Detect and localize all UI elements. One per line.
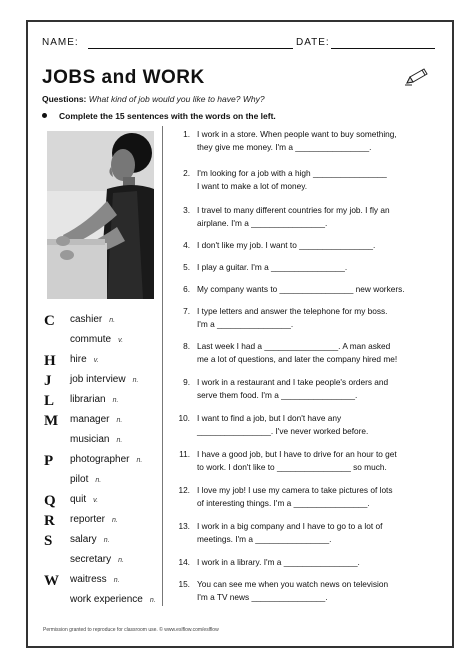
part-of-speech: n. (149, 597, 156, 604)
word-list-item (42, 471, 162, 491)
sentence-number: 3. (183, 205, 190, 215)
instruction-line (42, 111, 276, 121)
vocabulary-word: musician n. (70, 434, 123, 445)
sentence-number: 2. (183, 168, 190, 178)
cashier-photo (47, 131, 154, 299)
questions-text: What kind of job would you like to have? Why? (88, 94, 265, 104)
vocabulary-word: waitress n. (70, 574, 120, 585)
alphabet-letter: J (44, 373, 52, 389)
date-label: DATE: (296, 37, 330, 48)
word-list-item (42, 371, 162, 391)
sentence-number: 12. (178, 485, 190, 495)
sentence-text: You can see me when you watch news on television I'm a TV news ________________. (197, 579, 389, 602)
alphabet-letter: S (44, 533, 53, 549)
vocabulary-word: quit v. (70, 494, 99, 505)
sentence-text: Last week I had a ________________. A man asked me a lot of questions, and later the company hired me! (197, 341, 398, 364)
sentence-number: 4. (183, 240, 190, 250)
word-list-item (42, 531, 162, 551)
word-list-item (42, 411, 162, 431)
sentence-number: 5. (183, 262, 190, 272)
sentence-text: I work in a restaurant and I take people's orders and serve them food. I'm a ________________. (197, 377, 389, 400)
sentence-text: I'm looking for a job with a high ________________ I want to make a lot of money. (197, 168, 387, 191)
instruction-text: Complete the 15 sentences with the words on the left. (59, 111, 276, 121)
part-of-speech: n. (116, 417, 123, 424)
vocabulary-word: work experience n. (70, 594, 156, 605)
bullet-icon (42, 113, 47, 118)
part-of-speech: n. (116, 437, 123, 444)
vocabulary-word: secretary n. (70, 554, 124, 565)
sentence-text: I work in a big company and I have to go to a lot of meetings. I'm a ________________. (197, 521, 383, 544)
sentence-number: 13. (178, 521, 190, 531)
sentence-text: I don't like my job. I want to ________________. (197, 240, 376, 250)
vocabulary-word: librarian n. (70, 394, 119, 405)
word-list-item (42, 311, 162, 331)
sentence-text: I work in a library. I'm a ________________. (197, 557, 360, 567)
word-list-item (42, 491, 162, 511)
part-of-speech: n. (112, 517, 118, 524)
part-of-speech: n. (112, 397, 119, 404)
word-list-item (42, 331, 162, 351)
word-list-item (42, 591, 162, 611)
vocabulary-word: salary n. (70, 534, 110, 545)
vocabulary-word: photographer n. (70, 454, 143, 465)
date-blank-line[interactable] (331, 48, 435, 49)
name-blank-line[interactable] (88, 48, 293, 49)
worksheet-title: JOBS and WORK (42, 67, 205, 88)
sentence-number: 10. (178, 413, 190, 423)
sentence-number: 9. (183, 377, 190, 387)
part-of-speech: n. (109, 317, 116, 324)
column-divider (162, 126, 163, 606)
sentence-text: I want to find a job, but I don't have any ________________. I've never worked before. (197, 413, 369, 436)
part-of-speech: v. (93, 497, 99, 504)
sentence-text: My company wants to ________________ new workers. (197, 284, 405, 294)
sentence-text: I play a guitar. I'm a ________________. (197, 262, 348, 272)
vocabulary-word: reporter n. (70, 514, 118, 525)
word-list-item (42, 511, 162, 531)
sentence-text: I travel to many different countries for my job. I fly an airplane. I'm a ________________. (197, 205, 390, 228)
vocabulary-word: commute v. (70, 334, 124, 345)
sentence-text: I love my job! I use my camera to take pictures of lots of interesting things. I'm a ________________. (197, 485, 393, 508)
vocabulary-word: pilot n. (70, 474, 102, 485)
alphabet-letter: M (44, 413, 59, 429)
word-list-item (42, 391, 162, 411)
word-list (42, 311, 162, 611)
questions-label: Questions: (42, 94, 87, 104)
sentence-number: 15. (178, 579, 190, 589)
sentence-number: 14. (178, 557, 190, 567)
footer-note: Permission granted to reproduce for classroom use. © www.eslflow.com/eslflow (43, 627, 219, 633)
sentence-number: 6. (183, 284, 190, 294)
alphabet-letter: Q (44, 493, 56, 509)
word-list-item (42, 431, 162, 451)
word-list-item (42, 551, 162, 571)
part-of-speech: n. (113, 577, 120, 584)
part-of-speech: n. (132, 377, 139, 384)
alphabet-letter: R (44, 513, 55, 529)
vocabulary-word: hire v. (70, 354, 99, 365)
word-list-item (42, 451, 162, 471)
vocabulary-word: manager n. (70, 414, 123, 425)
alphabet-letter: C (44, 313, 55, 329)
alphabet-letter: P (44, 453, 54, 469)
sentence-text: I type letters and answer the telephone for my boss. I'm a ________________. (197, 306, 388, 329)
word-list-item (42, 351, 162, 371)
alphabet-letter: L (44, 393, 55, 409)
sentence-text: I work in a store. When people want to buy something, they give me money. I'm a ________________. (197, 129, 397, 152)
part-of-speech: v. (118, 337, 124, 344)
alphabet-letter: W (44, 573, 59, 589)
questions-line (42, 94, 265, 104)
part-of-speech: n. (103, 537, 110, 544)
word-list-item (42, 571, 162, 591)
vocabulary-word: cashier n. (70, 314, 116, 325)
sentence-number: 11. (179, 449, 190, 459)
header-row (42, 37, 442, 53)
sentence-number: 1. (183, 129, 190, 139)
part-of-speech: n. (95, 477, 102, 484)
vocabulary-word: job interview n. (70, 374, 139, 385)
sentence-text: I have a good job, but I have to drive for an hour to get to work. I don't like to ________________ so much. (197, 449, 397, 472)
name-label: NAME: (42, 37, 79, 48)
part-of-speech: n. (118, 557, 124, 564)
part-of-speech: v. (93, 357, 99, 364)
sentence-number: 8. (183, 341, 190, 351)
pencil-icon (404, 66, 430, 86)
part-of-speech: n. (136, 457, 143, 464)
sentence-number: 7. (183, 306, 190, 316)
alphabet-letter: H (44, 353, 56, 369)
